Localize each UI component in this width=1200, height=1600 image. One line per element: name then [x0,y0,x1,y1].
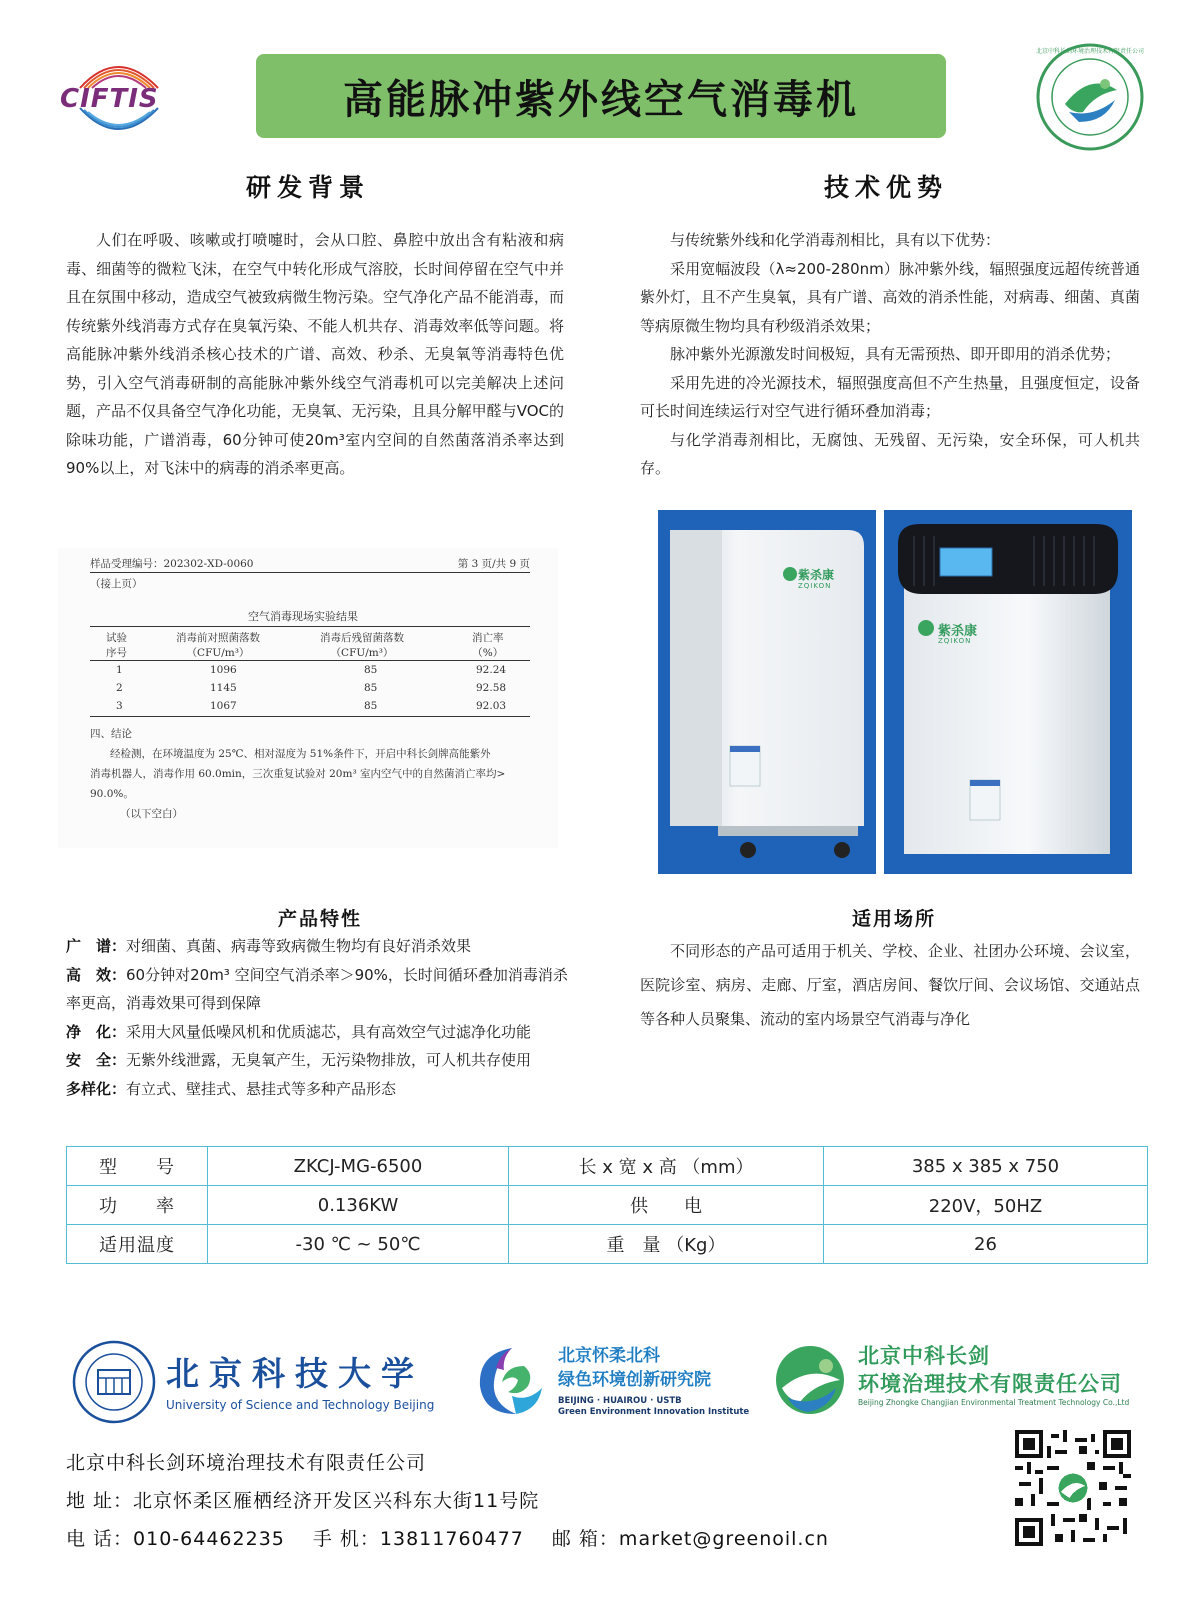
features-list [66,932,582,1103]
report-col-seq: 试验 序号 [106,632,127,659]
product-brand-en: ZQIKON [938,637,972,645]
table-row [67,1147,1148,1186]
zhongke-changjian-text: 北京中科长剑 环境治理技术有限责任公司 Beijing Zhongke Changjian Environmental Treatment Technology Co.,Ltd [858,1344,1130,1407]
report-conclusion-2: 消毒机器人，消毒作用 60.0min，三次重复试验对 20m³ 室内空气中的自然菌消亡率均> [90,768,506,780]
ciftis-logo-text: CIFTIS [60,84,159,114]
ciftis-logo [58,48,178,140]
feature-item: 高 效：60分钟对20m³ 空间空气消杀率＞90%，长时间循环叠加消毒消杀率更高，消毒效果可得到保障 [66,965,568,1012]
spec-value: ZKCJ-MG-6500 [208,1147,509,1186]
product-brand-cn: 紫杀康 [938,624,978,639]
page-title: 高能脉冲紫外线空气消毒机 [343,76,859,123]
report-blank-note: （以下空白） [120,808,183,820]
contact-line [66,1520,966,1558]
report-conclusion-title: 四、结论 [90,728,132,740]
report-conclusion-1: 经检测，在环境温度为 25℃、相对湿度为 51%条件下，开启中科长剑牌高能紫外 [110,748,491,760]
report-sample-no: 样品受理编号：202302-XD-0060 [90,558,254,570]
ustb-name-cn: 北京科技大学 [166,1354,424,1393]
report-continued: （接上页） [90,578,143,590]
table-row [67,1225,1148,1264]
table-row [67,1186,1148,1225]
contact-block [66,1444,966,1558]
features-heading: 产品特性 [278,908,363,930]
advantages-heading: 技术优势 [824,173,949,202]
venues-text [640,934,1140,1036]
product-brand-cn: 紫杀康 [798,568,835,582]
background-heading: 研发背景 [246,173,371,202]
venues-heading: 适用场所 [852,908,937,930]
feature-item: 安 全：无紫外线泄露，无臭氧产生，无污染物排放，可人机共存使用 [66,1051,532,1069]
test-report-image: 样品受理编号：202302-XD-0060 第 3 页/共 9 页 （接上页） 空气消毒现场实验结果 试验 序号 消毒前对照菌落数 （CFU/m³） 消毒后残留菌落数 （CFU/m³） 消亡率 （%） 1 1096 85 92.24 2 1145 85 92.58 3 1067 85 92.03 四、结论 经检测，在环境温度为 25℃、相对湿度为 51%条件下，开启中科长剑牌高能紫外 消毒机器人，消毒作用 60.0min，三次重复试验对 20m³ 室内空气中的自然菌消亡率均> 90.0%。 （以下空白） [58,548,558,848]
spec-label: 重 量 （Kg） [509,1225,824,1264]
spec-label: 型 号 [67,1147,208,1186]
advantages-paragraph: 与化学消毒剂相比，无腐蚀、无残留、无污染，安全环保，可人机共存。 [640,430,1140,477]
feature-item: 广 谱：对细菌、真菌、病毒等致病微生物均有良好消杀效果 [66,937,472,955]
huairou-institute-text: 北京怀柔北科 绿色环境创新研究院 BEIJING · HUAIROU · USTB Green Environment Innovation Institute [558,1346,750,1417]
report-table-rule-top [90,626,530,627]
report-page: 第 3 页/共 9 页 [457,558,530,570]
report-conclusion-3: 90.0%。 [90,788,134,800]
product-photo-top [884,510,1132,874]
advantages-text [640,226,1140,483]
advantages-paragraph: 采用宽幅波段（λ≈200-280nm）脉冲紫外线，辐照强度远超传统普通紫外灯，且不产生臭氧，具有广谱、高效的消杀性能，对病毒、细菌、真菌等病原微生物均具有秒级消杀效果； [640,259,1140,335]
qr-code [1015,1430,1131,1546]
title-banner [256,54,946,138]
background-text [66,226,564,483]
contact-address: 地 址：北京怀柔区雁栖经济开发区兴科东大街11号院 [66,1490,540,1512]
product-brand-en: ZQIKON [798,582,832,590]
contact-email: 邮 箱：market@greenoil.cn [551,1528,829,1550]
ustb-name-en: University of Science and Technology Beijing [166,1398,435,1412]
huairou-institute-logo [472,1344,546,1418]
seal-text: 北京中科长剑环境治理技术有限责任公司 [1035,48,1144,55]
spec-label: 长 x 宽 x 高 （mm） [509,1147,824,1186]
report-col-after: 消毒后残留菌落数 （CFU/m³） [320,632,404,659]
report-table-title: 空气消毒现场实验结果 [248,610,358,623]
venues-paragraph: 不同形态的产品可适用于机关、学校、企业、社团办公环境、会议室，医院诊室、病房、走廊、厅室，酒店房间、餐饮厅间、会议场馆、交通站点等各种人员聚集、流动的室内场景空气消毒与净化 [640,942,1140,1028]
zhongke-changjian-logo [774,1344,846,1416]
feature-item: 净 化：采用大风量低噪风机和优质滤芯，具有高效空气过滤净化功能 [66,1022,532,1041]
spec-value: 385 x 385 x 750 [824,1147,1148,1186]
feature-item: 多样化：有立式、壁挂式、悬挂式等多种产品形态 [66,1079,397,1098]
spec-label: 适用温度 [67,1225,208,1264]
contact-mobile: 手 机：13811760477 [312,1528,524,1550]
spec-value: -30 ℃ ~ 50℃ [208,1225,509,1264]
report-table-rule-mid [90,660,530,661]
advantages-paragraph: 脉冲紫外光源激发时间极短，具有无需预热、即开即用的消杀优势； [670,345,1121,363]
spec-value: 0.136KW [208,1186,509,1225]
advantages-paragraph: 采用先进的冷光源技术，辐照强度高但不产生热量，且强度恒定，设备可长时间连续运行对空气进行循环叠加消毒； [640,373,1140,420]
spec-label: 功 率 [67,1186,208,1225]
ustb-emblem [72,1340,156,1424]
spec-label: 供 电 [509,1186,824,1225]
product-photo-front [658,510,876,874]
report-top-rule [90,572,530,573]
contact-phone: 电 话：010-64462235 [66,1528,285,1550]
report-table-rule-bottom [90,716,530,717]
contact-company: 北京中科长剑环境治理技术有限责任公司 [66,1452,427,1474]
advantages-paragraph: 与传统紫外线和化学消毒剂相比，具有以下优势： [670,231,1001,249]
spec-value: 220V，50HZ [824,1186,1148,1225]
spec-table [66,1146,1148,1264]
company-seal [1035,42,1145,152]
report-col-rate: 消亡率 （%） [472,632,504,659]
report-col-before: 消毒前对照菌落数 （CFU/m³） [176,632,260,659]
spec-value: 26 [824,1225,1148,1264]
background-paragraph: 人们在呼吸、咳嗽或打喷嚏时，会从口腔、鼻腔中放出含有粘液和病毒、细菌等的微粒飞沫，在空气中转化形成气溶胶，长时间停留在空气中并且在氛围中移动，造成空气被致病微生物污染。空气净化产品不能消毒，而传统紫外线消毒方式存在臭氧污染、不能人机共存、消毒效率低等问题。将高能脉冲紫外线消杀核心技术的广谱、高效、秒杀、无臭氧等消毒特色优势，引入空气消毒研制的高能脉冲紫外线空气消毒机可以完美解决上述问题，产品不仅具备空气净化功能，无臭氧、无污染，且具分解甲醛与VOC的除味功能，广谱消毒，60分钟可使20m³室内空间的自然菌落消杀率达到90%以上，对飞沫中的病毒的消杀率更高。 [66,231,564,477]
